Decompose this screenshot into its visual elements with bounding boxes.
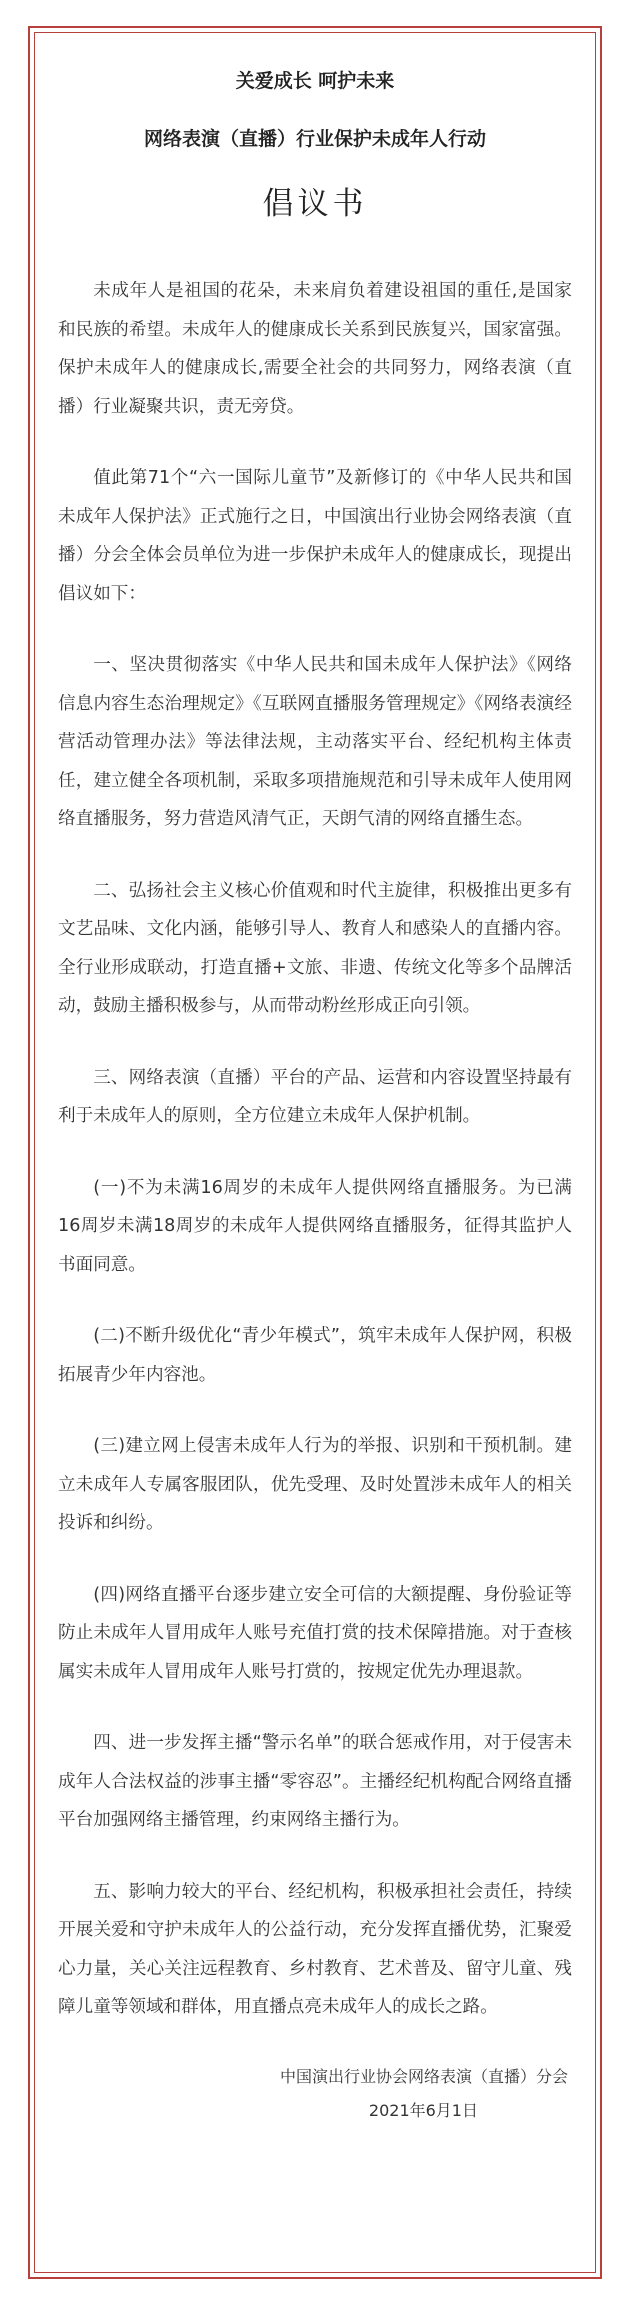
- paragraph-item-2: 二、弘扬社会主义核心价值观和时代主旋律，积极推出更多有文艺品味、文化内涵，能够引导人、教育人和感染人的直播内容。全行业形成联动，打造直播+文旅、非遗、传统文化等多个品牌活动，鼓励主播积极参与，从而带动粉丝形成正向引领。: [58, 880, 572, 1016]
- paragraph-item-3-2: (二)不断升级优化“青少年模式”，筑牢未成年人保护网，积极拓展青少年内容池。: [58, 1326, 572, 1385]
- paragraph-item-3: 三、网络表演（直播）平台的产品、运营和内容设置坚持最有利于未成年人的原则，全方位建立未成年人保护机制。: [58, 1067, 572, 1126]
- paragraph-item-3-1: (一)不为未满16周岁的未成年人提供网络直播服务。为已满16周岁未满18周岁的未成年人提供网络直播服务，征得其监护人书面同意。: [58, 1177, 572, 1275]
- paragraph-item-1: 一、坚决贯彻落实《中华人民共和国未成年人保护法》《网络信息内容生态治理规定》《互联网直播服务管理规定》《网络表演经营活动管理办法》等法律法规，主动落实平台、经纪机构主体责任，建立健全各项机制，采取多项措施规范和引导未成年人使用网络直播服务，努力营造风清气正，天朗气清的网络直播生态。: [58, 655, 572, 829]
- paragraph-item-4: 四、进一步发挥主播“警示名单”的联合惩戒作用，对于侵害未成年人合法权益的涉事主播“零容忍”。主播经纪机构配合网络直播平台加强网络主播管理，约束网络主播行为。: [58, 1733, 572, 1830]
- document-slogan: 关爱成长 呵护未来: [235, 70, 395, 92]
- document-title: 倡议书: [262, 186, 368, 222]
- signature-date: 2021年6月1日: [368, 2100, 478, 2120]
- paragraph-item-5: 五、影响力较大的平台、经纪机构，积极承担社会责任，持续开展关爱和守护未成年人的公益行动，充分发挥直播优势，汇聚爱心力量，关心关注远程教育、乡村教育、艺术普及、留守儿童、残障儿童等领域和群体，用直播点亮未成年人的成长之路。: [58, 1881, 572, 2017]
- paragraph-item-3-3: (三)建立网上侵害未成年人行为的举报、识别和干预机制。建立未成年人专属客服团队，优先受理、及时处置涉未成年人的相关投诉和纠纷。: [58, 1436, 572, 1533]
- document-subtitle: 网络表演（直播）行业保护未成年人行动: [143, 128, 486, 150]
- paragraph-intro: 未成年人是祖国的花朵，未来肩负着建设祖国的重任,是国家和民族的希望。未成年人的健康成长关系到民族复兴，国家富强。保护未成年人的健康成长,需要全社会的共同努力，网络表演（直播）行业凝聚共识，责无旁贷。: [58, 281, 572, 417]
- paragraph-item-3-4: (四)网络直播平台逐步建立安全可信的大额提醒、身份验证等防止未成年人冒用成年人账号充值打赏的技术保障措施。对于查核属实未成年人冒用成年人账号打赏的，按规定优先办理退款。: [58, 1584, 572, 1682]
- document-body: [58, 64, 572, 2128]
- paragraph-list: [58, 272, 572, 2027]
- signature-block: [58, 2060, 572, 2128]
- paragraph-occasion: 值此第71个“六一国际儿童节”及新修订的《中华人民共和国未成年人保护法》正式施行之日，中国演出行业协会网络表演（直播）分会全体会员单位为进一步保护未成年人的健康成长，现提出倡议如下：: [58, 468, 572, 604]
- signature-organization: 中国演出行业协会网络表演（直播）分会: [279, 2066, 568, 2086]
